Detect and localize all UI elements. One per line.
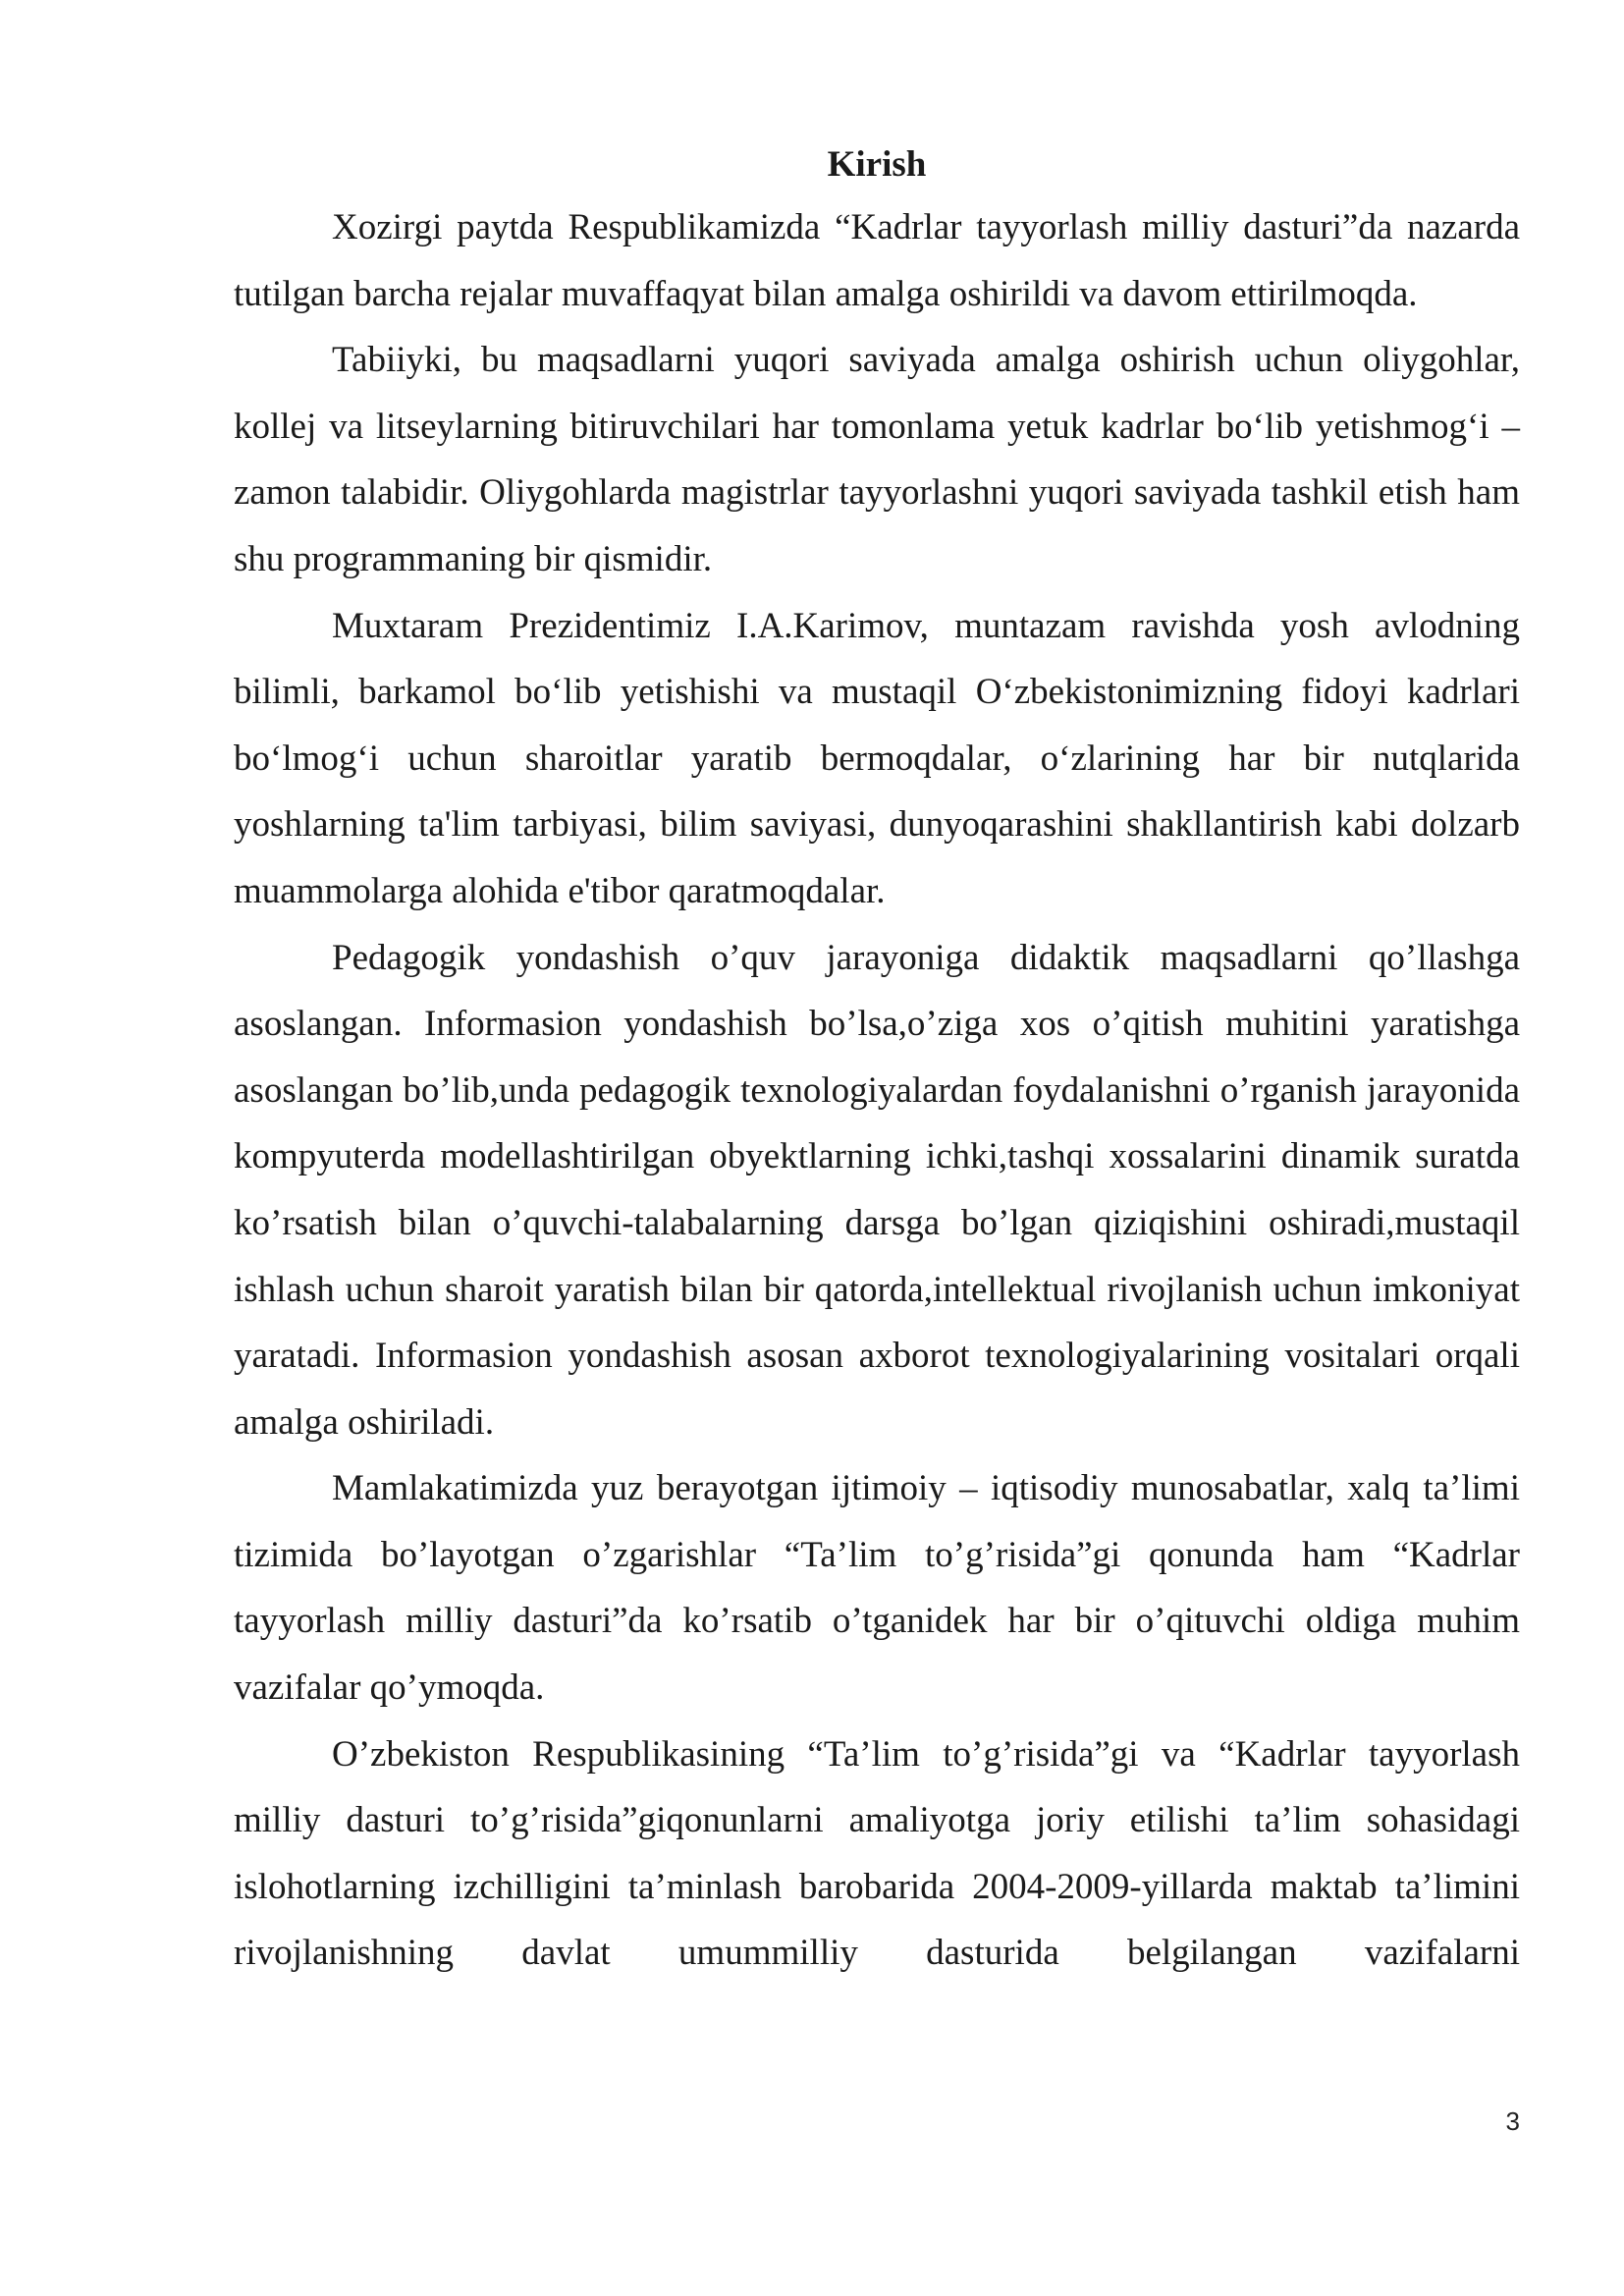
paragraph: Muxtaram Prezidentimiz I.A.Karimov, muntazam ravishda yosh avlodning bilimli, barkamol bo‘lib yetishishi va mustaqil O‘zbekistonimizning fidoyi kadrlari bo‘lmog‘i uchun sharoitlar yaratib bermoqdalar, o‘zlarining har bir nutqlarida yoshlarning ta'lim tarbiyasi, bilim saviyasi, dunyoqarashini shakllantirish kabi dolzarb muammolarga alohida e'tibor qaratmoqdalar. xyxy=(234,605,1520,911)
paragraph: O’zbekiston Respublikasining “Ta’lim to’g’risida”gi va “Kadrlar tayyorlash milliy dasturi to’g’risida”giqonunlarni amaliyotga joriy etilishi ta’lim sohasidagi islohotlarning izchilligini ta’minlash barobarida 2004-2009-yillarda maktab ta’limini rivojlanishning davlat umummilliy dasturida belgilangan vazifalarni xyxy=(234,1733,1520,1974)
document-body xyxy=(234,136,1520,1987)
section-title: Kirish xyxy=(827,144,927,185)
paragraph: Pedagogik yondashish o’quv jarayoniga didaktik maqsadlarni qo’llashga asoslangan. Informasion yondashish bo’lsa,o’ziga xos o’qitish muhitini yaratishga asoslangan bo’lib,unda pedagogik texnologiyalardan foydalanishni o’rganish jarayonida kompyuterda modellashtirilgan obyektlarning ichki,tashqi xossalarini dinamik suratda ko’rsatish bilan o’quvchi-talabalarning darsga bo’lgan qiziqishini oshiradi,mustaqil ishlash uchun sharoit yaratish bilan bir qatorda,intellektual rivojlanish uchun imkoniyat yaratadi. Informasion yondashish asosan axborot texnologiyalarining vositalari orqali amalga oshiriladi. xyxy=(234,937,1520,1443)
paragraph: Tabiiyki, bu maqsadlarni yuqori saviyada amalga oshirish uchun oliygohlar, kollej va litseylarning bitiruvchilari har tomonlama yetuk kadrlar bo‘lib yetishmog‘i – zamon talabidir. Oliygohlarda magistrlar tayyorlashni yuqori saviyada tashkil etish ham shu programmaning bir qismidir. xyxy=(234,340,1520,579)
page-number: 3 xyxy=(1505,2106,1520,2136)
paragraph: Xozirgi paytda Respublikamizda “Kadrlar tayyorlash milliy dasturi”da nazarda tutilgan barcha rejalar muvaffaqyat bilan amalga oshirildi va davom ettirilmoqda. xyxy=(234,207,1520,314)
paragraph: Mamlakatimizda yuz berayotgan ijtimoiy – iqtisodiy munosabatlar, xalq ta’limi tizimida bo’layotgan o’zgarishlar “Ta’lim to’g’risida”gi qonunda ham “Kadrlar tayyorlash milliy dasturi”da ko’rsatib o’tganidek har bir o’qituvchi oldiga muhim vazifalar qo’ymoqda. xyxy=(234,1468,1520,1709)
